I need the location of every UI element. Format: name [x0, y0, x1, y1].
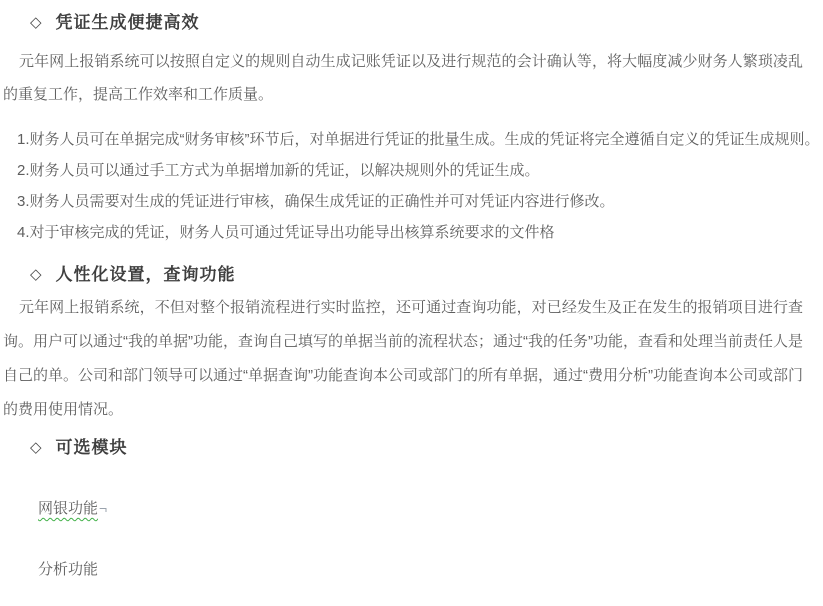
module-label: 网银功能: [38, 500, 99, 517]
list-item: 3.财务人员需要对生成的凭证进行审核，确保生成凭证的正确性并可对凭证内容进行修改。: [17, 193, 615, 210]
section-heading-voucher-generation: [30, 12, 803, 35]
section-heading-label: 可选模块: [55, 438, 128, 457]
intro-paragraph-voucher: 元年网上报销系统可以按照自定义的规则自动生成记账凭证以及进行规范的会计确认等，将大幅度减少财务人繁琐凌乱的重复工作，提高工作效率和工作质量。: [3, 53, 803, 103]
list-item: 2.财务人员可以通过手工方式为单据增加新的凭证，以解决规则外的凭证生成。: [17, 162, 540, 179]
list-item: 4.对于审核完成的凭证，财务人员可通过凭证导出功能导出核算系统要求的文件格: [17, 224, 555, 241]
list-item: 1.财务人员可在单据完成“财务审核”环节后，对单据进行凭证的批量生成。生成的凭证将完全遵循自定义的凭证生成规则。: [17, 131, 820, 148]
diamond-bullet-icon: ◇: [30, 266, 43, 283]
module-label: 分析功能: [38, 561, 99, 578]
section-heading-label: 凭证生成便捷高效: [55, 13, 200, 32]
module-item-online-banking: [38, 498, 803, 519]
module-item-analysis: [38, 559, 803, 580]
formatting-mark: ¬: [99, 500, 108, 516]
numbered-list-voucher-steps: [17, 124, 820, 248]
diamond-bullet-icon: ◇: [30, 439, 43, 456]
section-heading-optional-modules: [30, 437, 803, 460]
diamond-bullet-icon: ◇: [30, 14, 43, 31]
intro-paragraph-query: 元年网上报销系统，不但对整个报销流程进行实时监控，还可通过查询功能，对已经发生及正在发生的报销项目进行查询。用户可以通过“我的单据”功能，查询自己填写的单据当前的流程状态；通过“我的任务”功能，查看和处理当前责任人是自己的单。公司和部门领导可以通过“单据查询”功能查询本公司或部门的所有单据，通过“费用分析”功能查询本公司或部门的费用使用情况。: [3, 299, 803, 418]
section-heading-query-functions: [30, 264, 803, 287]
section-heading-label: 人性化设置，查询功能: [55, 265, 236, 284]
